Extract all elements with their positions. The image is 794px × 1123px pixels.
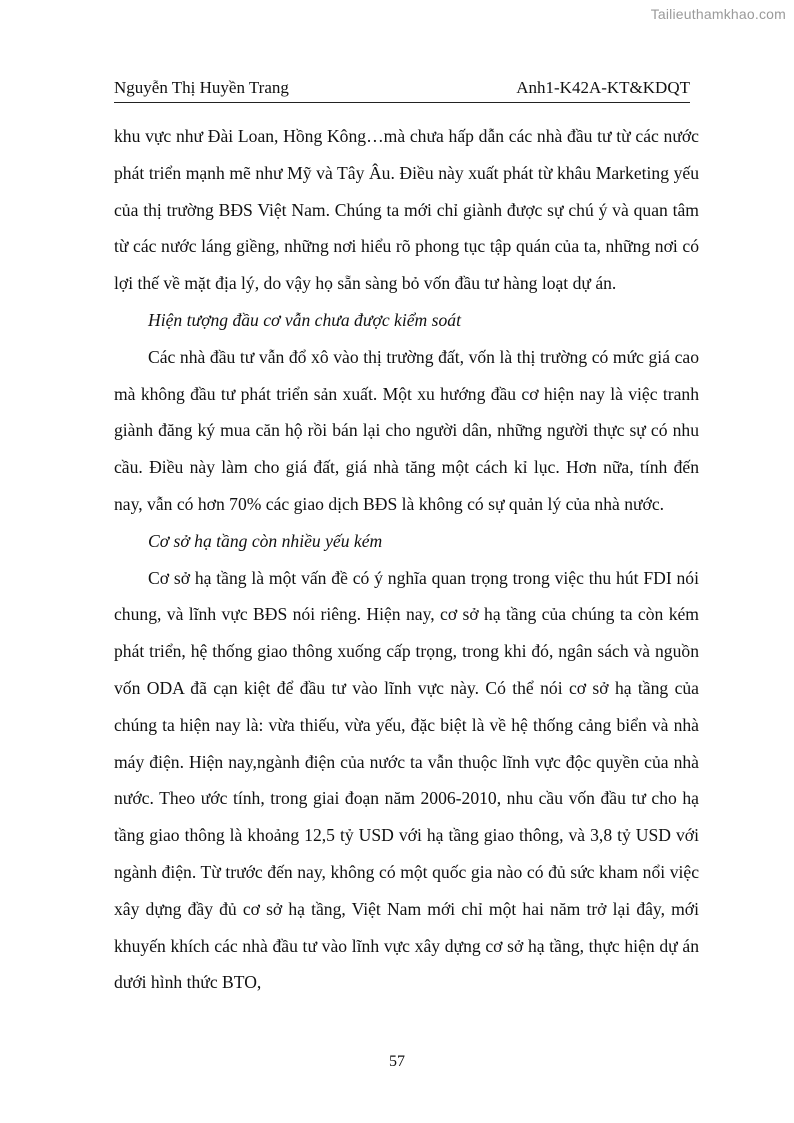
header-author: Nguyễn Thị Huyền Trang bbox=[114, 78, 289, 97]
paragraph-infrastructure: Cơ sở hạ tầng là một vấn đề có ý nghĩa quan trọng trong việc thu hút FDI nói chung, và lĩnh vực BĐS nói riêng. Hiện nay, cơ sở hạ tầng của chúng ta còn kém phát triển, hệ thống giao thông xuống cấp trọng, trong khi đó, ngân sách và nguồn vốn ODA đã cạn kiệt để đầu tư vào lĩnh vực này. Có thể nói cơ sở hạ tầng của chúng ta hiện nay là: vừa thiếu, vừa yếu, đặc biệt là về hệ thống cảng biển và nhà máy điện. Hiện nay,ngành điện của nước ta vẫn thuộc lĩnh vực độc quyền của nhà nước. Theo ước tính, trong giai đoạn năm 2006-2010, nhu cầu vốn đầu tư cho hạ tầng giao thông là khoảng 12,5 tỷ USD với hạ tầng giao thông, và 3,8 tỷ USD với ngành điện. Từ trước đến nay, không có một quốc gia nào có đủ sức kham nổi việc xây dựng đầy đủ cơ sở hạ tầng, Việt Nam mới chỉ một hai năm trở lại đây, mới khuyến khích các nhà đầu tư vào lĩnh vực xây dựng cơ sở hạ tầng, thực hiện dự án dưới hình thức BTO, bbox=[114, 567, 699, 993]
watermark: Tailieuthamkhao.com bbox=[650, 6, 786, 22]
header-class: Anh1-K42A-KT&KDQT bbox=[516, 78, 690, 97]
body-text bbox=[114, 118, 699, 1001]
paragraph-speculation: Các nhà đầu tư vẫn đổ xô vào thị trường đất, vốn là thị trường có mức giá cao mà không đầu tư phát triển sản xuất. Một xu hướng đầu cơ hiện nay là việc tranh giành đăng ký mua căn hộ rồi bán lại cho người dân, những người thực sự có nhu cầu. Điều này làm cho giá đất, giá nhà tăng một cách kỉ lục. Hơn nữa, tính đến nay, vẫn có hơn 70% các giao dịch BĐS là không có sự quản lý của nhà nước. bbox=[114, 346, 699, 514]
paragraph-continuation: khu vực như Đài Loan, Hồng Kông…mà chưa hấp dẫn các nhà đầu tư từ các nước phát triển mạnh mẽ như Mỹ và Tây Âu. Điều này xuất phát từ khâu Marketing yếu của thị trường BĐS Việt Nam. Chúng ta mới chỉ giành được sự chú ý và quan tâm từ các nước láng giềng, những nơi hiểu rõ phong tục tập quán của ta, những nơi có lợi thế về mặt địa lý, do vậy họ sẵn sàng bỏ vốn đầu tư hàng loạt dự án. bbox=[114, 126, 699, 294]
section-heading-infrastructure: Cơ sở hạ tầng còn nhiều yếu kém bbox=[148, 530, 383, 551]
page-number: 57 bbox=[389, 1053, 405, 1070]
page-header bbox=[114, 78, 690, 103]
section-heading-speculation: Hiện tượng đầu cơ vẫn chưa được kiểm soát bbox=[148, 309, 461, 330]
